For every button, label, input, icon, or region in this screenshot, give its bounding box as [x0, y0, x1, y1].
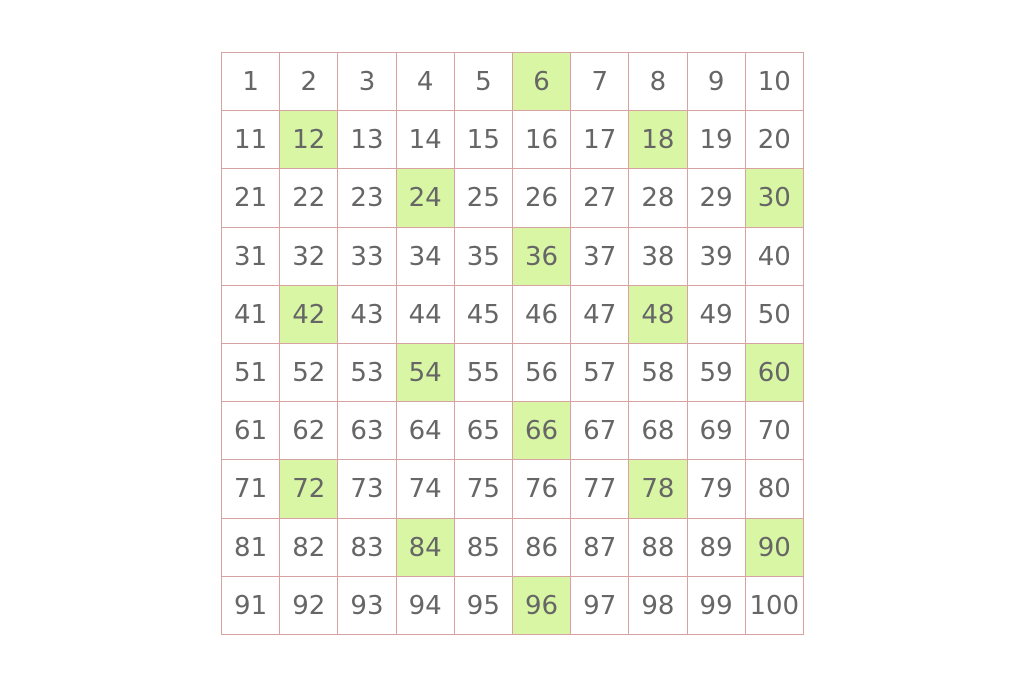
number-cell: 93: [338, 577, 396, 635]
number-cell: 53: [338, 344, 396, 402]
number-cell: 61: [222, 402, 280, 460]
number-cell: 41: [222, 286, 280, 344]
highlighted-number-cell: 72: [280, 460, 338, 518]
number-cell: 80: [746, 460, 804, 518]
highlighted-number-cell: 60: [746, 344, 804, 402]
number-cell: 16: [513, 111, 571, 169]
highlighted-number-cell: 42: [280, 286, 338, 344]
number-cell: 89: [688, 519, 746, 577]
number-cell: 77: [571, 460, 629, 518]
hundred-chart-grid: [221, 52, 804, 635]
number-cell: 74: [397, 460, 455, 518]
highlighted-number-cell: 24: [397, 169, 455, 227]
number-cell: 65: [455, 402, 513, 460]
number-cell: 11: [222, 111, 280, 169]
number-cell: 20: [746, 111, 804, 169]
number-cell: 15: [455, 111, 513, 169]
number-cell: 29: [688, 169, 746, 227]
number-cell: 23: [338, 169, 396, 227]
number-cell: 71: [222, 460, 280, 518]
number-cell: 14: [397, 111, 455, 169]
number-cell: 73: [338, 460, 396, 518]
number-cell: 38: [629, 228, 687, 286]
number-cell: 7: [571, 53, 629, 111]
number-cell: 46: [513, 286, 571, 344]
number-cell: 68: [629, 402, 687, 460]
number-cell: 34: [397, 228, 455, 286]
highlighted-number-cell: 6: [513, 53, 571, 111]
number-cell: 21: [222, 169, 280, 227]
number-cell: 57: [571, 344, 629, 402]
number-cell: 44: [397, 286, 455, 344]
number-cell: 5: [455, 53, 513, 111]
highlighted-number-cell: 30: [746, 169, 804, 227]
highlighted-number-cell: 36: [513, 228, 571, 286]
number-cell: 58: [629, 344, 687, 402]
number-cell: 25: [455, 169, 513, 227]
number-cell: 10: [746, 53, 804, 111]
number-cell: 56: [513, 344, 571, 402]
highlighted-number-cell: 48: [629, 286, 687, 344]
number-cell: 95: [455, 577, 513, 635]
highlighted-number-cell: 18: [629, 111, 687, 169]
number-cell: 33: [338, 228, 396, 286]
highlighted-number-cell: 12: [280, 111, 338, 169]
number-cell: 27: [571, 169, 629, 227]
number-cell: 97: [571, 577, 629, 635]
number-cell: 69: [688, 402, 746, 460]
number-cell: 92: [280, 577, 338, 635]
number-cell: 85: [455, 519, 513, 577]
number-cell: 79: [688, 460, 746, 518]
number-cell: 37: [571, 228, 629, 286]
number-cell: 63: [338, 402, 396, 460]
number-cell: 40: [746, 228, 804, 286]
number-cell: 26: [513, 169, 571, 227]
number-cell: 99: [688, 577, 746, 635]
number-cell: 64: [397, 402, 455, 460]
number-cell: 67: [571, 402, 629, 460]
number-cell: 3: [338, 53, 396, 111]
number-cell: 100: [746, 577, 804, 635]
number-cell: 32: [280, 228, 338, 286]
number-cell: 81: [222, 519, 280, 577]
number-cell: 19: [688, 111, 746, 169]
number-cell: 31: [222, 228, 280, 286]
number-cell: 62: [280, 402, 338, 460]
number-cell: 94: [397, 577, 455, 635]
number-cell: 51: [222, 344, 280, 402]
number-cell: 1: [222, 53, 280, 111]
number-cell: 86: [513, 519, 571, 577]
number-cell: 59: [688, 344, 746, 402]
number-cell: 98: [629, 577, 687, 635]
highlighted-number-cell: 66: [513, 402, 571, 460]
number-cell: 39: [688, 228, 746, 286]
number-cell: 49: [688, 286, 746, 344]
number-cell: 9: [688, 53, 746, 111]
number-cell: 13: [338, 111, 396, 169]
number-cell: 35: [455, 228, 513, 286]
number-cell: 4: [397, 53, 455, 111]
number-cell: 47: [571, 286, 629, 344]
number-cell: 91: [222, 577, 280, 635]
highlighted-number-cell: 78: [629, 460, 687, 518]
number-cell: 22: [280, 169, 338, 227]
number-cell: 17: [571, 111, 629, 169]
number-cell: 45: [455, 286, 513, 344]
number-cell: 50: [746, 286, 804, 344]
number-cell: 8: [629, 53, 687, 111]
number-cell: 43: [338, 286, 396, 344]
number-cell: 76: [513, 460, 571, 518]
number-cell: 55: [455, 344, 513, 402]
number-cell: 87: [571, 519, 629, 577]
highlighted-number-cell: 54: [397, 344, 455, 402]
number-cell: 28: [629, 169, 687, 227]
number-cell: 83: [338, 519, 396, 577]
number-cell: 88: [629, 519, 687, 577]
number-cell: 75: [455, 460, 513, 518]
number-cell: 52: [280, 344, 338, 402]
highlighted-number-cell: 84: [397, 519, 455, 577]
number-cell: 70: [746, 402, 804, 460]
highlighted-number-cell: 90: [746, 519, 804, 577]
number-cell: 2: [280, 53, 338, 111]
number-cell: 82: [280, 519, 338, 577]
highlighted-number-cell: 96: [513, 577, 571, 635]
